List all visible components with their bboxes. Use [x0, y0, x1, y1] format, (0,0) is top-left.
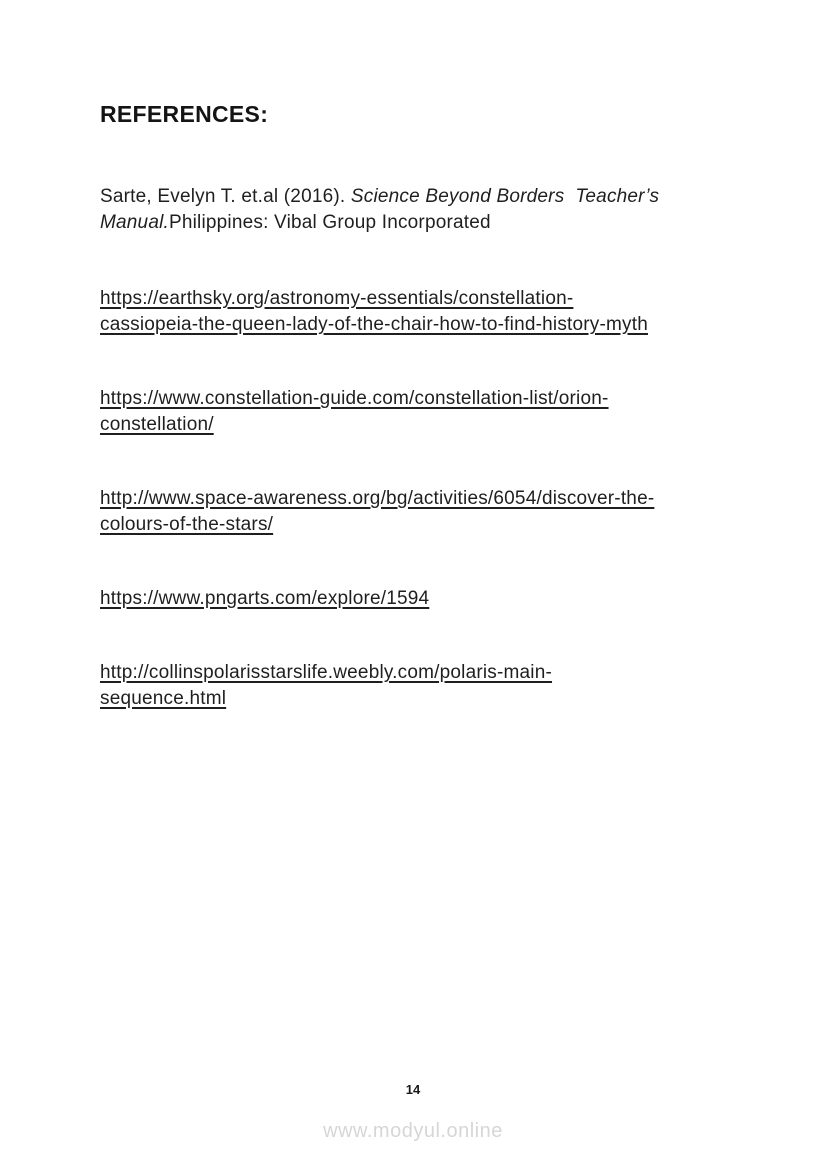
link-line[interactable]: https://www.constellation-guide.com/constellation-list/orion- [100, 388, 609, 409]
reference-links [100, 286, 748, 712]
link-line[interactable]: https://earthsky.org/astronomy-essentials/constellation- [100, 288, 574, 309]
page-content [100, 101, 748, 760]
citation-line [100, 184, 748, 210]
reference-link-block-space-awareness-star-colours [100, 486, 748, 538]
reference-link-space-awareness-star-colours[interactable] [100, 488, 748, 538]
citation-text: Philippines: Vibal Group Incorporated [169, 212, 491, 233]
reference-link-collins-polaris-main-sequence[interactable] [100, 662, 748, 712]
link-line[interactable]: http://collinspolarisstarslife.weebly.com/polaris-main- [100, 662, 553, 683]
citation-line [100, 210, 748, 236]
references-heading: REFERENCES: [100, 101, 269, 127]
book-citation [100, 184, 748, 236]
link-line[interactable]: http://www.space-awareness.org/bg/activities/6054/discover-the- [100, 488, 655, 509]
page-number: 14 [405, 1082, 421, 1097]
reference-link-earthsky-cassiopeia[interactable] [100, 288, 748, 338]
reference-link-constellation-guide-orion[interactable] [100, 388, 748, 438]
citation-title-italic: Science Beyond Borders Teacher’s [350, 186, 660, 207]
link-line[interactable]: constellation/ [100, 414, 214, 435]
link-line[interactable]: colours-of-the-stars/ [100, 514, 274, 535]
watermark-text: www.modyul.online [323, 1120, 503, 1142]
reference-link-block-collins-polaris-main-sequence [100, 660, 748, 712]
reference-link-block-earthsky-cassiopeia [100, 286, 748, 338]
reference-link-pngarts-explore[interactable] [100, 588, 429, 609]
link-line[interactable]: https://www.pngarts.com/explore/1594 [100, 588, 430, 609]
link-line[interactable]: sequence.html [100, 688, 227, 709]
reference-link-block-pngarts-explore [100, 586, 748, 612]
reference-link-block-constellation-guide-orion [100, 386, 748, 438]
citation-text: Sarte, Evelyn T. et.al (2016). [100, 186, 351, 207]
citation-title-italic: Manual. [100, 212, 169, 233]
link-line[interactable]: cassiopeia-the-queen-lady-of-the-chair-how-to-find-history-myth [100, 314, 648, 335]
